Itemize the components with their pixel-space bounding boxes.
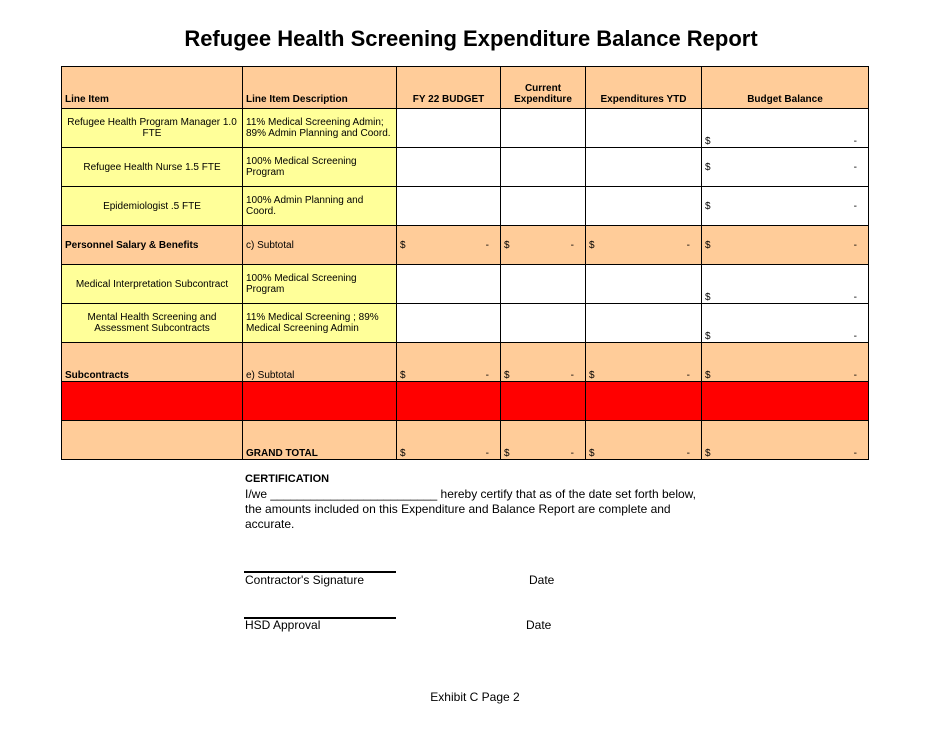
currency-symbol: $	[705, 370, 711, 381]
current-cell	[501, 343, 586, 382]
current-cell	[501, 109, 586, 148]
hsd-approval-label: HSD Approval	[245, 618, 321, 632]
line-item-cell: Medical Interpretation Subcontract	[62, 265, 243, 304]
currency-symbol: $	[589, 239, 595, 251]
description-cell: 100% Admin Planning and Coord.	[243, 187, 397, 226]
description-cell: e) Subtotal	[243, 343, 397, 382]
amount-value: -	[853, 239, 857, 251]
currency-symbol: $	[705, 292, 711, 303]
line-item-cell	[62, 421, 243, 460]
ytd-cell	[586, 343, 702, 382]
line-item-cell: Mental Health Screening and Assessment Subcontracts	[62, 304, 243, 343]
current-cell	[501, 226, 586, 265]
page-title: Refugee Health Screening Expenditure Balance Report	[184, 26, 758, 51]
balance-cell	[702, 109, 869, 148]
grand-total-row	[62, 421, 869, 460]
current-cell	[501, 148, 586, 187]
grand-total-label: GRAND TOTAL	[243, 421, 397, 460]
balance-cell	[702, 421, 869, 460]
table-row	[62, 304, 869, 343]
amount-value: -	[570, 370, 574, 381]
current-cell	[501, 187, 586, 226]
page-footer: Exhibit C Page 2	[430, 690, 520, 704]
currency-symbol: $	[504, 370, 510, 381]
empty-cell	[702, 382, 869, 421]
ytd-cell	[586, 109, 702, 148]
current-cell	[501, 265, 586, 304]
expenditure-table	[61, 66, 869, 460]
ytd-cell	[586, 226, 702, 265]
ytd-cell	[586, 421, 702, 460]
certification-heading: CERTIFICATION	[245, 473, 330, 485]
current-cell	[501, 304, 586, 343]
empty-cell	[243, 382, 397, 421]
current-cell	[501, 421, 586, 460]
header-current-expenditure: Current Expenditure	[501, 67, 586, 109]
currency-symbol: $	[705, 239, 711, 251]
budget-cell	[397, 187, 501, 226]
currency-symbol: $	[705, 161, 711, 173]
budget-cell	[397, 343, 501, 382]
description-cell: 100% Medical Screening Program	[243, 148, 397, 187]
budget-cell	[397, 304, 501, 343]
balance-cell	[702, 343, 869, 382]
amount-value: -	[570, 448, 574, 459]
balance-cell	[702, 265, 869, 304]
empty-cell	[501, 382, 586, 421]
table-row	[62, 187, 869, 226]
table-row	[62, 148, 869, 187]
balance-cell	[702, 187, 869, 226]
amount-value: -	[853, 331, 857, 342]
amount-value: -	[686, 370, 690, 381]
header-line-item-description: Line Item Description	[243, 67, 397, 109]
currency-symbol: $	[589, 370, 595, 381]
budget-cell	[397, 226, 501, 265]
date-label: Date	[529, 573, 555, 587]
contractor-signature-label: Contractor's Signature	[245, 573, 365, 587]
amount-value: -	[853, 161, 857, 173]
currency-symbol: $	[705, 448, 711, 459]
header-budget-balance: Budget Balance	[702, 67, 869, 109]
budget-cell	[397, 265, 501, 304]
ytd-cell	[586, 187, 702, 226]
line-item-cell: Personnel Salary & Benefits	[62, 226, 243, 265]
currency-symbol: $	[589, 448, 595, 459]
amount-value: -	[686, 448, 690, 459]
empty-cell	[586, 382, 702, 421]
line-item-cell: Subcontracts	[62, 343, 243, 382]
description-cell: 11% Medical Screening Admin; 89% Admin Planning and Coord.	[243, 109, 397, 148]
ytd-cell	[586, 265, 702, 304]
amount-value: -	[485, 239, 489, 251]
line-item-cell: Refugee Health Nurse 1.5 FTE	[62, 148, 243, 187]
amount-value: -	[570, 239, 574, 251]
amount-value: -	[485, 370, 489, 381]
amount-value: -	[853, 136, 857, 147]
header-fy22-budget: FY 22 BUDGET	[397, 67, 501, 109]
header-expenditures-ytd: Expenditures YTD	[586, 67, 702, 109]
currency-symbol: $	[400, 239, 406, 251]
amount-value: -	[853, 448, 857, 459]
currency-symbol: $	[705, 200, 711, 212]
header-row	[62, 67, 869, 109]
budget-cell	[397, 421, 501, 460]
subtotal-row	[62, 343, 869, 382]
amount-value: -	[853, 370, 857, 381]
balance-cell	[702, 226, 869, 265]
ytd-cell	[586, 304, 702, 343]
currency-symbol: $	[705, 136, 711, 147]
balance-cell	[702, 148, 869, 187]
ytd-cell	[586, 148, 702, 187]
amount-value: -	[853, 200, 857, 212]
currency-symbol: $	[400, 370, 406, 381]
line-item-cell: Epidemiologist .5 FTE	[62, 187, 243, 226]
description-cell: 11% Medical Screening ; 89% Medical Screening Admin	[243, 304, 397, 343]
amount-value: -	[485, 448, 489, 459]
budget-cell	[397, 148, 501, 187]
currency-symbol: $	[504, 448, 510, 459]
budget-cell	[397, 109, 501, 148]
description-cell: c) Subtotal	[243, 226, 397, 265]
header-line-item: Line Item	[62, 67, 243, 109]
description-cell: 100% Medical Screening Program	[243, 265, 397, 304]
currency-symbol: $	[504, 239, 510, 251]
amount-value: -	[853, 292, 857, 303]
table-row	[62, 109, 869, 148]
currency-symbol: $	[705, 331, 711, 342]
currency-symbol: $	[400, 448, 406, 459]
subtotal-row	[62, 226, 869, 265]
balance-cell	[702, 304, 869, 343]
line-item-cell: Refugee Health Program Manager 1.0 FTE	[62, 109, 243, 148]
date-label: Date	[526, 618, 552, 632]
amount-value: -	[686, 239, 690, 251]
empty-cell	[62, 382, 243, 421]
certification-text: I/we _________________________ hereby certify that as of the date set forth below, the amounts included on this Expenditure and Balance Report are complete and accurate.	[245, 487, 697, 531]
table-row	[62, 265, 869, 304]
empty-cell	[397, 382, 501, 421]
certification-block	[245, 472, 715, 532]
separator-row	[62, 382, 869, 421]
